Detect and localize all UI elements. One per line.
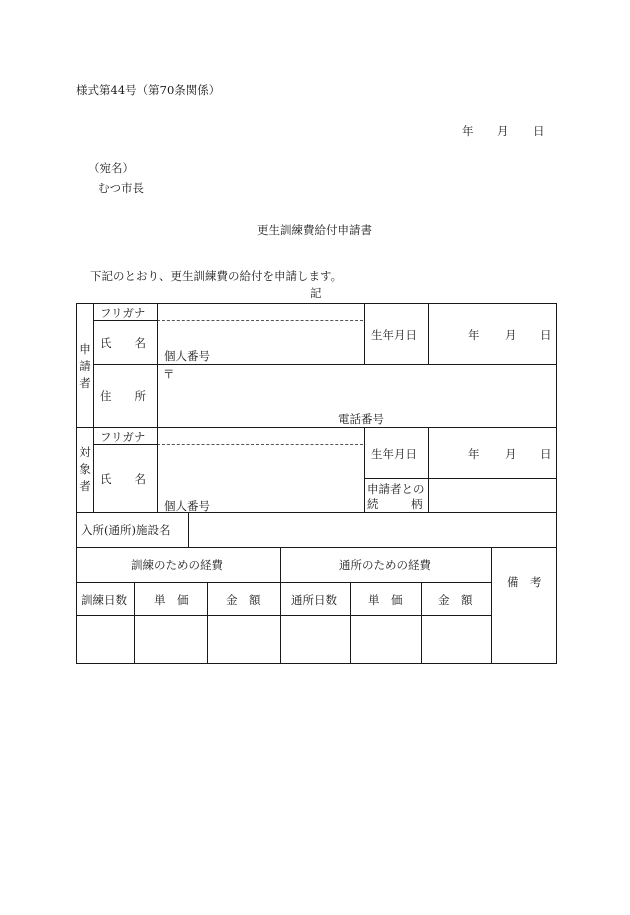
facility-expense-divider <box>76 547 557 548</box>
relation-label-line2-b: 柄 <box>411 497 423 511</box>
expense-col-4 <box>350 582 351 664</box>
ki-label: 記 <box>310 286 322 300</box>
applicant-birth-day: 日 <box>540 328 552 342</box>
amount-header: 金 額 <box>226 593 261 607</box>
expense-remarks-divider <box>491 547 492 664</box>
target-name-label: 氏 名 <box>100 472 146 486</box>
applicant-address-col <box>157 364 158 427</box>
applicant-birth-year: 年 <box>468 328 480 342</box>
commute-expense-header: 通所のための経費 <box>339 558 431 572</box>
target-label-col <box>157 427 158 512</box>
applicant-furigana-label: フリガナ <box>100 306 146 320</box>
facility-label: 入所(通所)施設名 <box>81 523 171 537</box>
applicant-name-label: 氏 名 <box>100 336 146 350</box>
expense-col-2 <box>207 582 208 664</box>
target-personal-number-label: 個人番号 <box>164 499 210 513</box>
table-border-bottom <box>76 663 557 664</box>
expense-col-5 <box>421 582 422 664</box>
expense-header-body-divider <box>76 615 492 616</box>
applicant-birth-left <box>364 303 365 365</box>
training-expense-header: 訓練のための経費 <box>131 558 223 572</box>
training-days-header: 訓練日数 <box>81 593 127 607</box>
applicant-personal-number-label: 個人番号 <box>164 349 210 363</box>
applicant-section-label: 申請者 <box>79 342 91 390</box>
applicant-target-divider <box>76 427 557 428</box>
target-birth-left <box>364 427 365 512</box>
unit-price-header-2: 単 価 <box>368 593 403 607</box>
target-birth-day: 日 <box>540 447 552 461</box>
applicant-phone-label: 電話番号 <box>338 412 384 426</box>
commute-days-header: 通所日数 <box>291 593 337 607</box>
target-facility-divider <box>76 512 557 513</box>
applicant-address-divider <box>93 364 557 365</box>
applicant-birth-label: 生年月日 <box>371 328 417 342</box>
table-border-right <box>556 303 557 664</box>
target-relation-divider <box>364 478 557 479</box>
addressee-label: （宛名） <box>88 161 134 175</box>
form-number: 様式第44号（第70条関係） <box>76 83 221 97</box>
addressee: むつ市長 <box>98 181 144 195</box>
target-birth-year: 年 <box>468 447 480 461</box>
applicant-furigana-dash <box>157 320 363 321</box>
target-section-label: 対象者 <box>79 445 91 493</box>
date-month-label: 月 <box>497 124 509 138</box>
unit-price-header: 単 価 <box>154 593 189 607</box>
expense-group-divider <box>280 547 281 664</box>
expense-col-1 <box>134 582 135 664</box>
remarks-header: 備 考 <box>507 575 542 589</box>
relation-label-line2-a: 続 <box>367 497 379 511</box>
date-year-label: 年 <box>462 124 474 138</box>
table-border-top <box>76 303 557 304</box>
target-birth-month: 月 <box>505 447 517 461</box>
applicant-address-label: 住 所 <box>100 389 146 403</box>
section-label-divider <box>93 303 94 513</box>
applicant-birth-month: 月 <box>505 328 517 342</box>
facility-label-col <box>188 512 189 547</box>
date-day-label: 日 <box>533 124 545 138</box>
target-birth-label: 生年月日 <box>371 447 417 461</box>
postal-mark: 〒 <box>163 367 175 381</box>
target-furigana-label: フリガナ <box>100 430 146 444</box>
applicant-birth-right <box>428 303 429 365</box>
document-title: 更生訓練費給付申請書 <box>257 223 372 237</box>
relation-label-line1: 申請者との <box>367 482 425 496</box>
table-border-left <box>76 303 77 664</box>
target-birth-right <box>428 427 429 512</box>
amount-header-2: 金 額 <box>438 593 473 607</box>
applicant-label-col <box>157 303 158 365</box>
target-furigana-dash <box>157 444 363 445</box>
expense-subheader-divider <box>76 582 492 583</box>
intro-text: 下記のとおり、更生訓練費の給付を申請します。 <box>90 269 343 283</box>
